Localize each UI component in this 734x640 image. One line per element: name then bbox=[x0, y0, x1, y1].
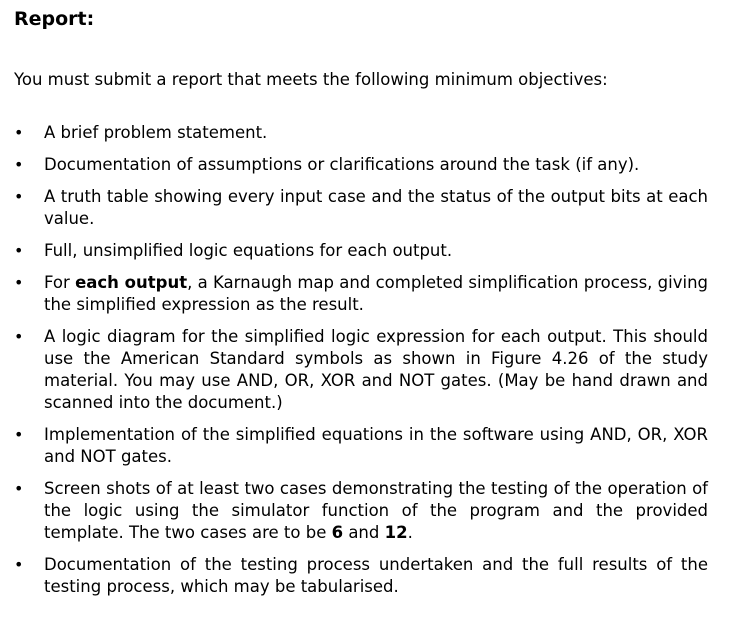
list-item bbox=[14, 326, 708, 414]
bullet-icon: • bbox=[14, 479, 24, 498]
list-item bbox=[14, 424, 708, 468]
bullet-icon: • bbox=[14, 155, 24, 174]
list-item-text: A brief problem statement. bbox=[44, 123, 268, 142]
bold-text: 12 bbox=[384, 523, 408, 542]
list-item-text: A logic diagram for the simplified logic expression for each output. This should use the American Standard symbols as shown in Figure 4.26 of the study material. You may use AND, OR, XOR and NOT gates. (May be hand drawn and scanned into the document.) bbox=[44, 327, 708, 412]
text-run: Screen shots of at least two cases demonstrating the testing of the operation of the logic using the simulator function of the program and the provided template. The two cases are to be bbox=[44, 479, 708, 542]
list-item-text: Documentation of assumptions or clarifications around the task (if any). bbox=[44, 155, 640, 174]
list-item bbox=[14, 272, 708, 316]
objectives-list bbox=[14, 122, 708, 598]
list-item-text: Documentation of the testing process undertaken and the full results of the testing process, which may be tabularised. bbox=[44, 555, 708, 596]
bullet-icon: • bbox=[14, 327, 24, 346]
bullet-icon: • bbox=[14, 241, 24, 260]
list-item-text bbox=[44, 479, 708, 542]
bullet-icon: • bbox=[14, 425, 24, 444]
report-heading: Report: bbox=[14, 8, 95, 30]
list-item bbox=[14, 186, 708, 230]
text-run: . bbox=[407, 523, 413, 542]
bullet-icon: • bbox=[14, 273, 24, 292]
list-item-text: Full, unsimplified logic equations for each output. bbox=[44, 241, 453, 260]
list-item bbox=[14, 478, 708, 544]
bold-text: each output bbox=[75, 273, 188, 292]
list-item-text: A truth table showing every input case and the status of the output bits at each value. bbox=[44, 187, 708, 228]
text-run: , a Karnaugh map and completed simplification process, giving the simplified expression as the result. bbox=[44, 273, 709, 314]
list-item bbox=[14, 154, 708, 176]
bullet-icon: • bbox=[14, 187, 24, 206]
list-item bbox=[14, 122, 708, 144]
bullet-icon: • bbox=[14, 555, 24, 574]
list-item-text bbox=[44, 273, 708, 314]
list-item bbox=[14, 240, 708, 262]
list-item-text: Implementation of the simplified equations in the software using AND, OR, XOR and NOT gates. bbox=[44, 425, 708, 466]
text-run: For bbox=[44, 273, 76, 292]
list-item bbox=[14, 554, 708, 598]
bullet-icon: • bbox=[14, 123, 24, 142]
text-run: and bbox=[343, 523, 385, 542]
bold-text: 6 bbox=[331, 523, 344, 542]
intro-paragraph: You must submit a report that meets the following minimum objectives: bbox=[14, 70, 608, 89]
